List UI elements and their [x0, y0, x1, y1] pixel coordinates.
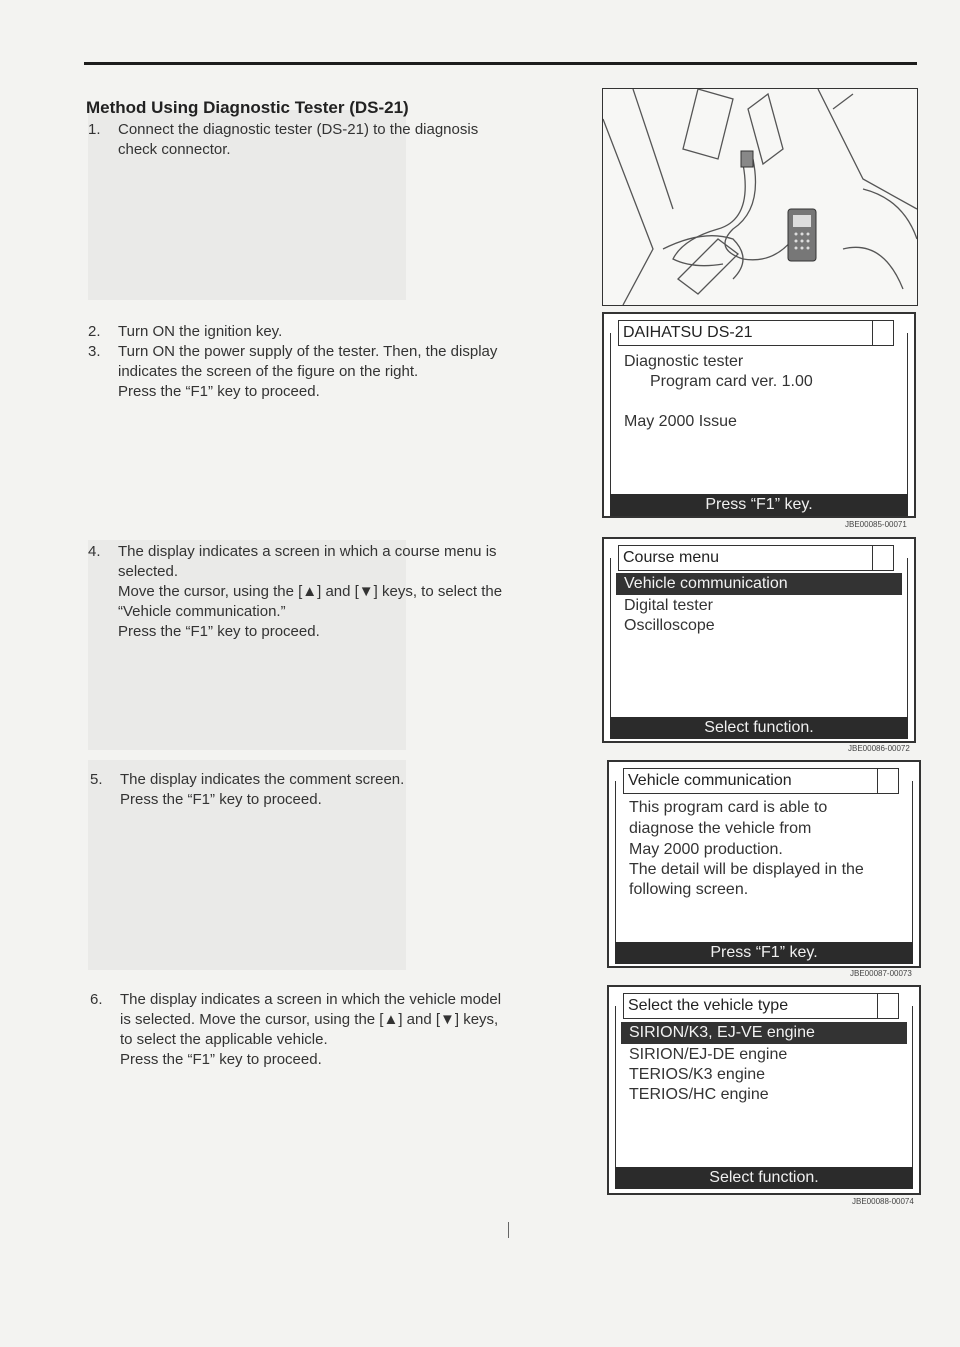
connector-photo	[602, 88, 918, 306]
tester-screen-course-menu	[602, 537, 916, 743]
step-3	[88, 342, 588, 402]
section-heading: Method Using Diagnostic Tester (DS-21)	[86, 98, 409, 117]
screen-title-box	[872, 545, 894, 571]
figure-caption: JBE00085-00071	[845, 520, 907, 529]
step-text: The display indicates a screen in which the vehicle model is selected. Move the cursor, using the [▲] and [▼] keys, to select the applicable vehicle. Press the “F1” key to proceed.	[120, 991, 502, 1068]
connector-icon	[741, 151, 753, 167]
step-6	[90, 990, 590, 1070]
screen-frame-line	[907, 558, 908, 720]
menu-item: Digital tester	[624, 597, 713, 614]
page-mark	[508, 1222, 509, 1238]
screen-line: following screen.	[629, 881, 749, 898]
screen-frame-line	[912, 781, 913, 945]
step-number: 3.	[88, 343, 101, 360]
step-number: 1.	[88, 121, 101, 138]
screen-title: Course menu	[618, 545, 874, 571]
screen-title-box	[872, 320, 894, 346]
screen-prompt-bar: Select function.	[615, 1167, 913, 1189]
tester-screen-vehicle-type	[607, 985, 921, 1195]
screen-title: Select the vehicle type	[623, 993, 879, 1019]
figure-caption: JBE00086-00072	[848, 744, 910, 753]
step-text: Turn ON the power supply of the tester. Then, the display indicates the screen of the figure on the right. Press the “F1” key to proceed.	[118, 343, 498, 400]
menu-item: TERIOS/K3 engine	[629, 1066, 766, 1083]
screen-prompt-bar: Press “F1” key.	[615, 942, 913, 964]
tester-screen-startup	[602, 312, 916, 518]
screen-frame-line	[610, 333, 611, 495]
screen-line: diagnose the vehicle from	[629, 820, 812, 837]
step-1	[88, 120, 588, 160]
screen-title-box	[877, 993, 899, 1019]
tester-connection-illustration	[603, 89, 917, 305]
menu-item: TERIOS/HC engine	[629, 1086, 769, 1103]
screen-title-box	[877, 768, 899, 794]
step-4	[88, 542, 588, 642]
step-number: 4.	[88, 543, 101, 560]
screen-line: Diagnostic tester	[624, 353, 744, 370]
step-text: Turn ON the ignition key.	[118, 323, 283, 340]
screen-title: Vehicle communication	[623, 768, 879, 794]
menu-item: Oscilloscope	[624, 617, 715, 634]
screen-frame-line	[615, 781, 616, 945]
screen-frame-line	[610, 558, 611, 720]
screen-prompt-bar: Press “F1” key.	[610, 494, 908, 516]
step-text: The display indicates the comment screen. Press the “F1” key to proceed.	[120, 771, 405, 808]
screen-frame-line	[907, 333, 908, 495]
menu-item-selected: Vehicle communication	[616, 573, 902, 595]
step-2	[88, 322, 588, 342]
header-rule	[84, 62, 917, 65]
figure-caption: JBE00087-00073	[850, 969, 912, 978]
step-number: 5.	[90, 771, 103, 788]
step-number: 6.	[90, 991, 103, 1008]
screen-line: This program card is able to	[629, 799, 828, 816]
tester-screen-comment	[607, 760, 921, 968]
step-text: Connect the diagnostic tester (DS-21) to the diagnosis check connector.	[118, 121, 479, 158]
screen-frame-line	[912, 1006, 913, 1172]
screen-line: May 2000 production.	[629, 841, 783, 858]
screen-prompt-bar: Select function.	[610, 717, 908, 739]
menu-item: SIRION/EJ-DE engine	[629, 1046, 788, 1063]
step-number: 2.	[88, 323, 101, 340]
screen-title: DAIHATSU DS-21	[618, 320, 874, 346]
step-text: The display indicates a screen in which a course menu is selected. Move the cursor, using the [▲] and [▼] keys, to select the “Vehicle communication.” Press the “F1” key to proceed.	[118, 543, 503, 640]
figure-caption: JBE00088-00074	[852, 1197, 914, 1206]
menu-item-selected: SIRION/K3, EJ-VE engine	[621, 1022, 907, 1044]
screen-line: Program card ver. 1.00	[650, 373, 813, 390]
screen-frame-line	[615, 1006, 616, 1172]
screen-line: The detail will be displayed in the	[629, 861, 864, 878]
step-5	[90, 770, 590, 810]
screen-line: May 2000 Issue	[624, 413, 737, 430]
